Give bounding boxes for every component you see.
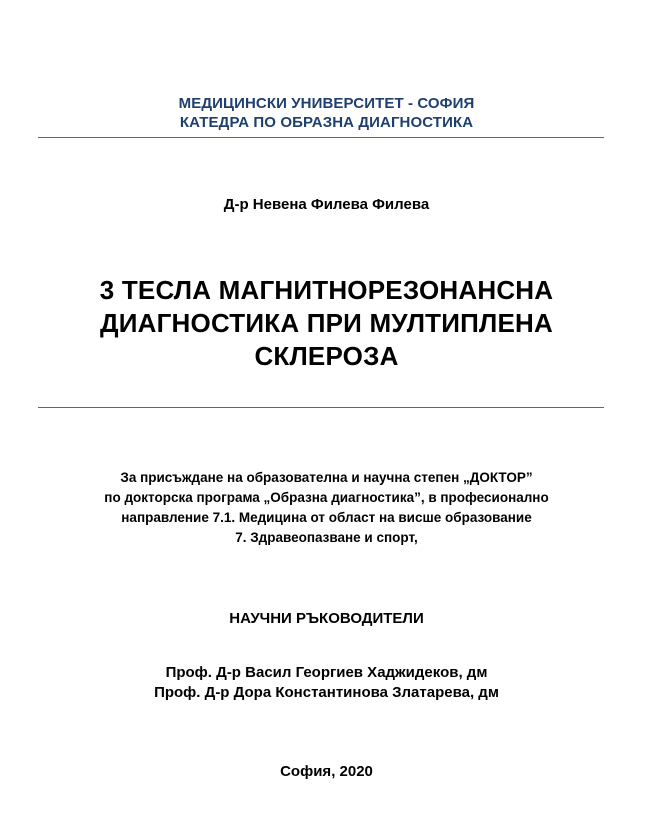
title-line: 3 ТЕСЛА МАГНИТНОРЕЗОНАНСНА [99,275,554,305]
university-name: МЕДИЦИНСКИ УНИВЕРСИТЕТ - СОФИЯ [178,95,475,112]
description-line: 7. Здравеопазване и спорт, [235,530,418,545]
department-name: КАТЕДРА ПО ОБРАЗНА ДИАГНОСТИКА [179,114,474,131]
description-line: по докторска програма „Образна диагностика”, в професионално [104,490,549,505]
header-divider [38,137,604,138]
description-line: направление 7.1. Медицина от област на висше образование [121,510,532,525]
supervisor-name: Проф. Д-р Дора Константинова Златарева, дм [154,684,499,701]
place-and-year: София, 2020 [280,763,373,780]
description-line: За присъждане на образователна и научна степен „ДОКТОР” [120,470,533,485]
institution-header [0,94,653,132]
supervisors-list [0,663,653,703]
dissertation-title [0,274,653,373]
degree-description [0,468,653,548]
title-line: СКЛЕРОЗА [254,341,399,371]
author-name: Д-р Невена Филева Филева [223,196,430,213]
supervisor-name: Проф. Д-р Васил Георгиев Хаджидеков, дм [165,664,488,681]
title-divider [38,407,604,408]
supervisors-heading: НАУЧНИ РЪКОВОДИТЕЛИ [229,610,424,627]
title-line: ДИАГНОСТИКА ПРИ МУЛТИПЛЕНА [100,308,553,338]
